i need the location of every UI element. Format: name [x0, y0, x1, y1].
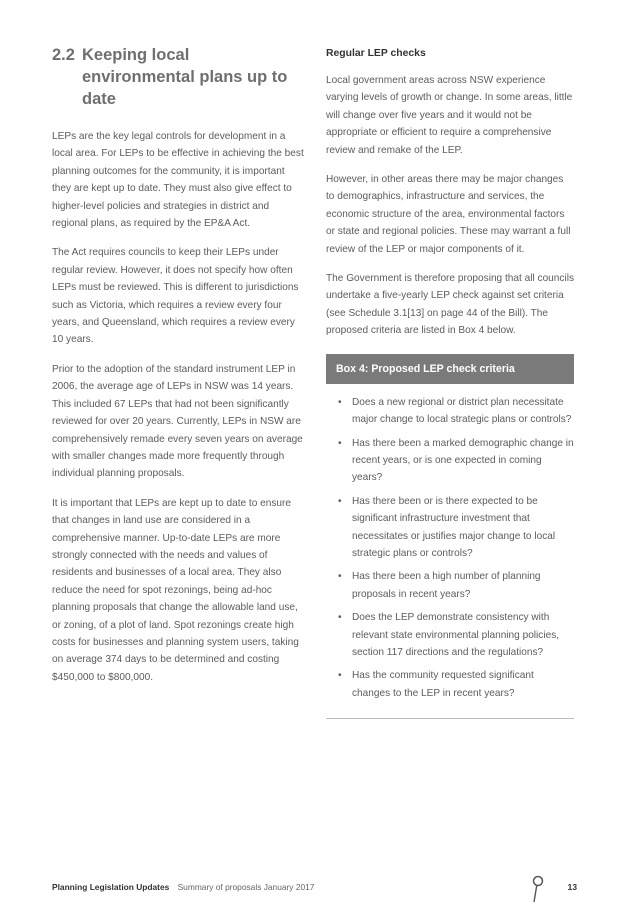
bullet-icon: • — [338, 396, 342, 408]
list-item-text: Has there been or is there expected to be significant infrastructure investment that necessitates or justifies major change to local strategic plans or controls? — [352, 495, 556, 559]
left-column — [52, 44, 304, 698]
list-item — [326, 667, 574, 702]
section-number: 2.2 — [52, 46, 75, 64]
box-title: Box 4: Proposed LEP check criteria — [326, 354, 574, 384]
paragraph: Prior to the adoption of the standard instrument LEP in 2006, the average age of LEPs in NSW was 14 years. This included 67 LEPs that had not been significantly reviewed for over 20 years. Currently, LEPs in NSW are comprehensively remade every seven years on average with smaller changes made more frequently through individual planning proposals. — [52, 363, 303, 480]
criteria-list — [326, 384, 574, 720]
bullet-icon: • — [338, 612, 342, 624]
paragraph: It is important that LEPs are kept up to date to ensure that changes in land use are considered in a comprehensive manner. Up-to-date LEPs are more strongly connected with the needs and values of residents and businesses of a local area. They also reduce the need for spot rezonings, being ad-hoc planning proposals that change the allowable land use, or zoning, of a plot of land. Spot rezonings create high costs for businesses and planning system users, taking on average 374 days to be determined and costing $450,000 to $800,000. — [52, 497, 299, 683]
paragraph: Local government areas across NSW experience varying levels of growth or change. In some areas, little will change over five years and it would not be appropriate or efficient to require a comprehensive review and remake of the LEP. — [326, 75, 573, 156]
footer-title: Planning Legislation Updates — [52, 882, 170, 892]
criteria-box — [326, 354, 574, 720]
list-item-text: Does the LEP demonstrate consistency with relevant state environmental planning policies, section 117 directions and the regulations? — [352, 612, 560, 658]
list-item — [326, 493, 574, 563]
page-number: 13 — [567, 882, 577, 892]
section-heading — [52, 44, 304, 110]
list-item-text: Has there been a marked demographic change in recent years, or is one expected in coming years? — [352, 437, 574, 484]
subheading: Regular LEP checks — [326, 48, 426, 59]
bullet-icon: • — [338, 437, 342, 449]
list-item — [326, 609, 574, 661]
paragraph: The Government is therefore proposing that all councils undertake a five-yearly LEP check against set criteria (see Schedule 3.1[13] on page 44 of the Bill). The proposed criteria are listed in Box 4 below. — [326, 273, 574, 337]
paragraph: However, in other areas there may be major changes to demographics, infrastructure and services, the economic structure of the area, environmental factors or state and regional policies. These may warrant a full review of the LEP or major components of it. — [326, 174, 571, 255]
bullet-icon: • — [338, 670, 342, 682]
list-item-text: Does a new regional or district plan necessitate major change to local strategic plans or controls? — [352, 396, 572, 426]
list-item — [326, 568, 574, 603]
list-item-text: Has the community requested significant changes to the LEP in recent years? — [352, 670, 534, 699]
list-item — [326, 435, 574, 487]
page-footer — [52, 882, 577, 898]
right-column — [326, 44, 574, 719]
paragraph: The Act requires councils to keep their LEPs under regular review. However, it does not specify how often LEPs must be reviewed. This is different to jurisdictions such as Victoria, which requires a review every four years, and Queensland, which requires a review every 10 years. — [52, 247, 299, 346]
section-title: Keeping local environmental plans up to date — [82, 46, 288, 108]
bullet-icon: • — [338, 571, 342, 583]
list-item-text: Has there been a high number of planning proposals in recent years? — [352, 571, 541, 600]
paragraph: LEPs are the key legal controls for development in a local area. For LEPs to be effective in achieving the best planning outcomes for the community, it is important they are kept up to date. They must also give effect to higher-level policies and strategies in district and regional plans, as required by the EP&A Act. — [52, 131, 304, 230]
bullet-icon: • — [338, 495, 342, 507]
list-item — [326, 394, 574, 429]
footer-subtitle: Summary of proposals January 2017 — [177, 882, 315, 892]
